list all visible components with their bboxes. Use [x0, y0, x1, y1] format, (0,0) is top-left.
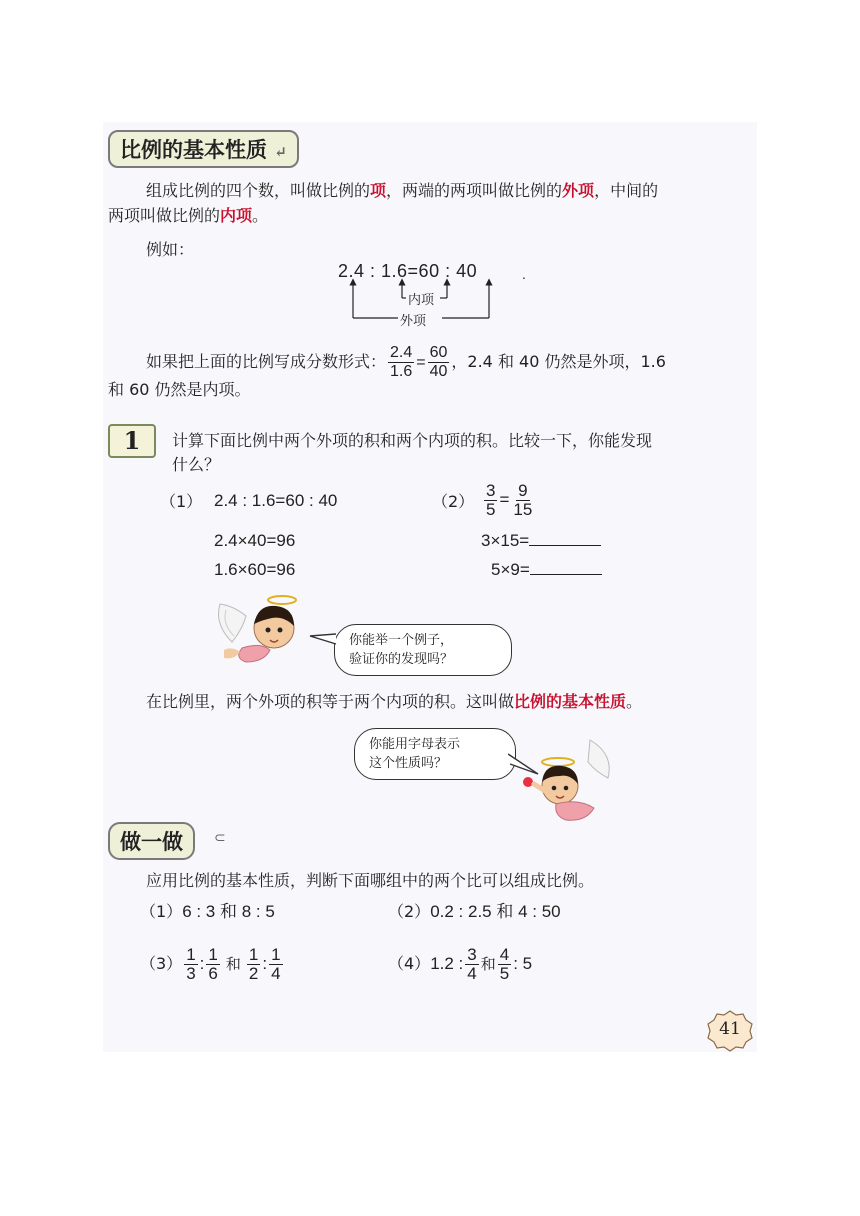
fraction-4-5: $\frac{4}{5}$	[499, 945, 510, 983]
example-label: 例如：	[146, 240, 195, 259]
fraction-paragraph: 如果把上面的比例写成分数形式： $\frac{2.4}{1.6}$ = $\frac{60}{40}$ ，2.4 和 40 仍然是外项，1.6	[146, 344, 666, 380]
outer-label: 外项	[400, 314, 427, 329]
property-name: 比例的基本性质	[514, 692, 627, 711]
practice-title	[108, 822, 195, 860]
intro-paragraph: 组成比例的四个数，叫做比例的项，两端的两项叫做比例的外项，中间的	[146, 181, 659, 200]
fraction-2.4-1.6: $\frac{2.4}{1.6}$	[390, 344, 413, 380]
practice-title-text: 做一做	[120, 829, 183, 854]
fraction-3-4: $\frac{3}{4}$	[467, 945, 477, 983]
practice-prompt: 应用比例的基本性质，判断下面哪组中的两个比可以组成比例。	[146, 871, 595, 890]
inner-label: 内项	[408, 293, 435, 308]
q1-label: （1）	[160, 492, 203, 511]
angel-girl-illustration	[516, 734, 616, 824]
fraction-3-5: $\frac{3}{5}$	[486, 481, 496, 519]
q2-product-inner: 5×9=	[491, 560, 602, 580]
dot-mark: .	[522, 268, 526, 282]
intro-paragraph-line2: 两项叫做比例的内项。	[108, 206, 269, 225]
page-number: 41	[719, 1019, 741, 1039]
q2-product-outer: 3×15=	[481, 531, 601, 551]
q2-proportion: $\frac{3}{5}$ = $\frac{9}{15}$	[486, 481, 533, 519]
q1-product-outer: 2.4×40=96	[214, 531, 296, 550]
bubble-tail-1	[308, 630, 338, 650]
q1-expression: 2.4 : 1.6=60 : 40	[214, 491, 338, 510]
scroll-curl-icon: ↵	[274, 143, 287, 161]
fraction-9-15: $\frac{9}{15}$	[513, 481, 533, 519]
inner-keyword: 内项	[220, 206, 253, 225]
fraction-1-4: $\frac{1}{4}$	[271, 945, 281, 983]
outer-keyword: 外项	[562, 181, 595, 200]
practice-item-4: （4）1.2 : $\frac{3}{4}$ 和 $\frac{4}{5}$ : 5	[388, 945, 533, 983]
exercise1-prompt: 计算下面比例中两个外项的积和两个内项的积。比较一下，你能发现 什么？	[172, 431, 653, 474]
practice-item-3: （3） $\frac{1}{3}$ : $\frac{1}{6}$ 和 $\frac{1}{2}$ : $\frac{1}{4}$	[140, 945, 281, 983]
q1-product-inner: 1.6×60=96	[214, 560, 296, 579]
proportion-expression: 2.4 : 1.6=60 : 40	[338, 261, 478, 281]
practice-item-1: （1）6 : 3 和 8 : 5	[140, 902, 275, 921]
angel-boy-illustration	[212, 590, 312, 666]
fraction-1-6: $\frac{1}{6}$	[208, 945, 218, 983]
fraction-1-3: $\frac{1}{3}$	[186, 945, 196, 983]
fraction-60-40: $\frac{60}{40}$	[429, 344, 448, 380]
q2-label: （2）	[432, 492, 475, 511]
exercise-number-badge: 1	[108, 424, 156, 458]
fraction-paragraph-line2: 和 60 仍然是内项。	[108, 380, 251, 399]
practice-item-2: （2）0.2 : 2.5 和 4 : 50	[388, 902, 561, 921]
fraction-1-2: $\frac{1}{2}$	[248, 945, 259, 983]
speech-bubble-1: 你能举一个例子， 验证你的发现吗？	[334, 624, 512, 676]
speech-bubble-2: 你能用字母表示 这个性质吗？	[354, 728, 516, 780]
title-tail-icon: ⊂	[214, 830, 226, 846]
property-statement: 在比例里，两个外项的积等于两个内项的积。这叫做比例的基本性质。	[146, 692, 643, 711]
term-keyword: 项	[370, 181, 387, 200]
section-title	[108, 130, 299, 168]
answer-blank-2[interactable]	[530, 560, 602, 575]
answer-blank-1[interactable]	[529, 531, 601, 546]
section-title-text: 比例的基本性质	[120, 137, 267, 162]
